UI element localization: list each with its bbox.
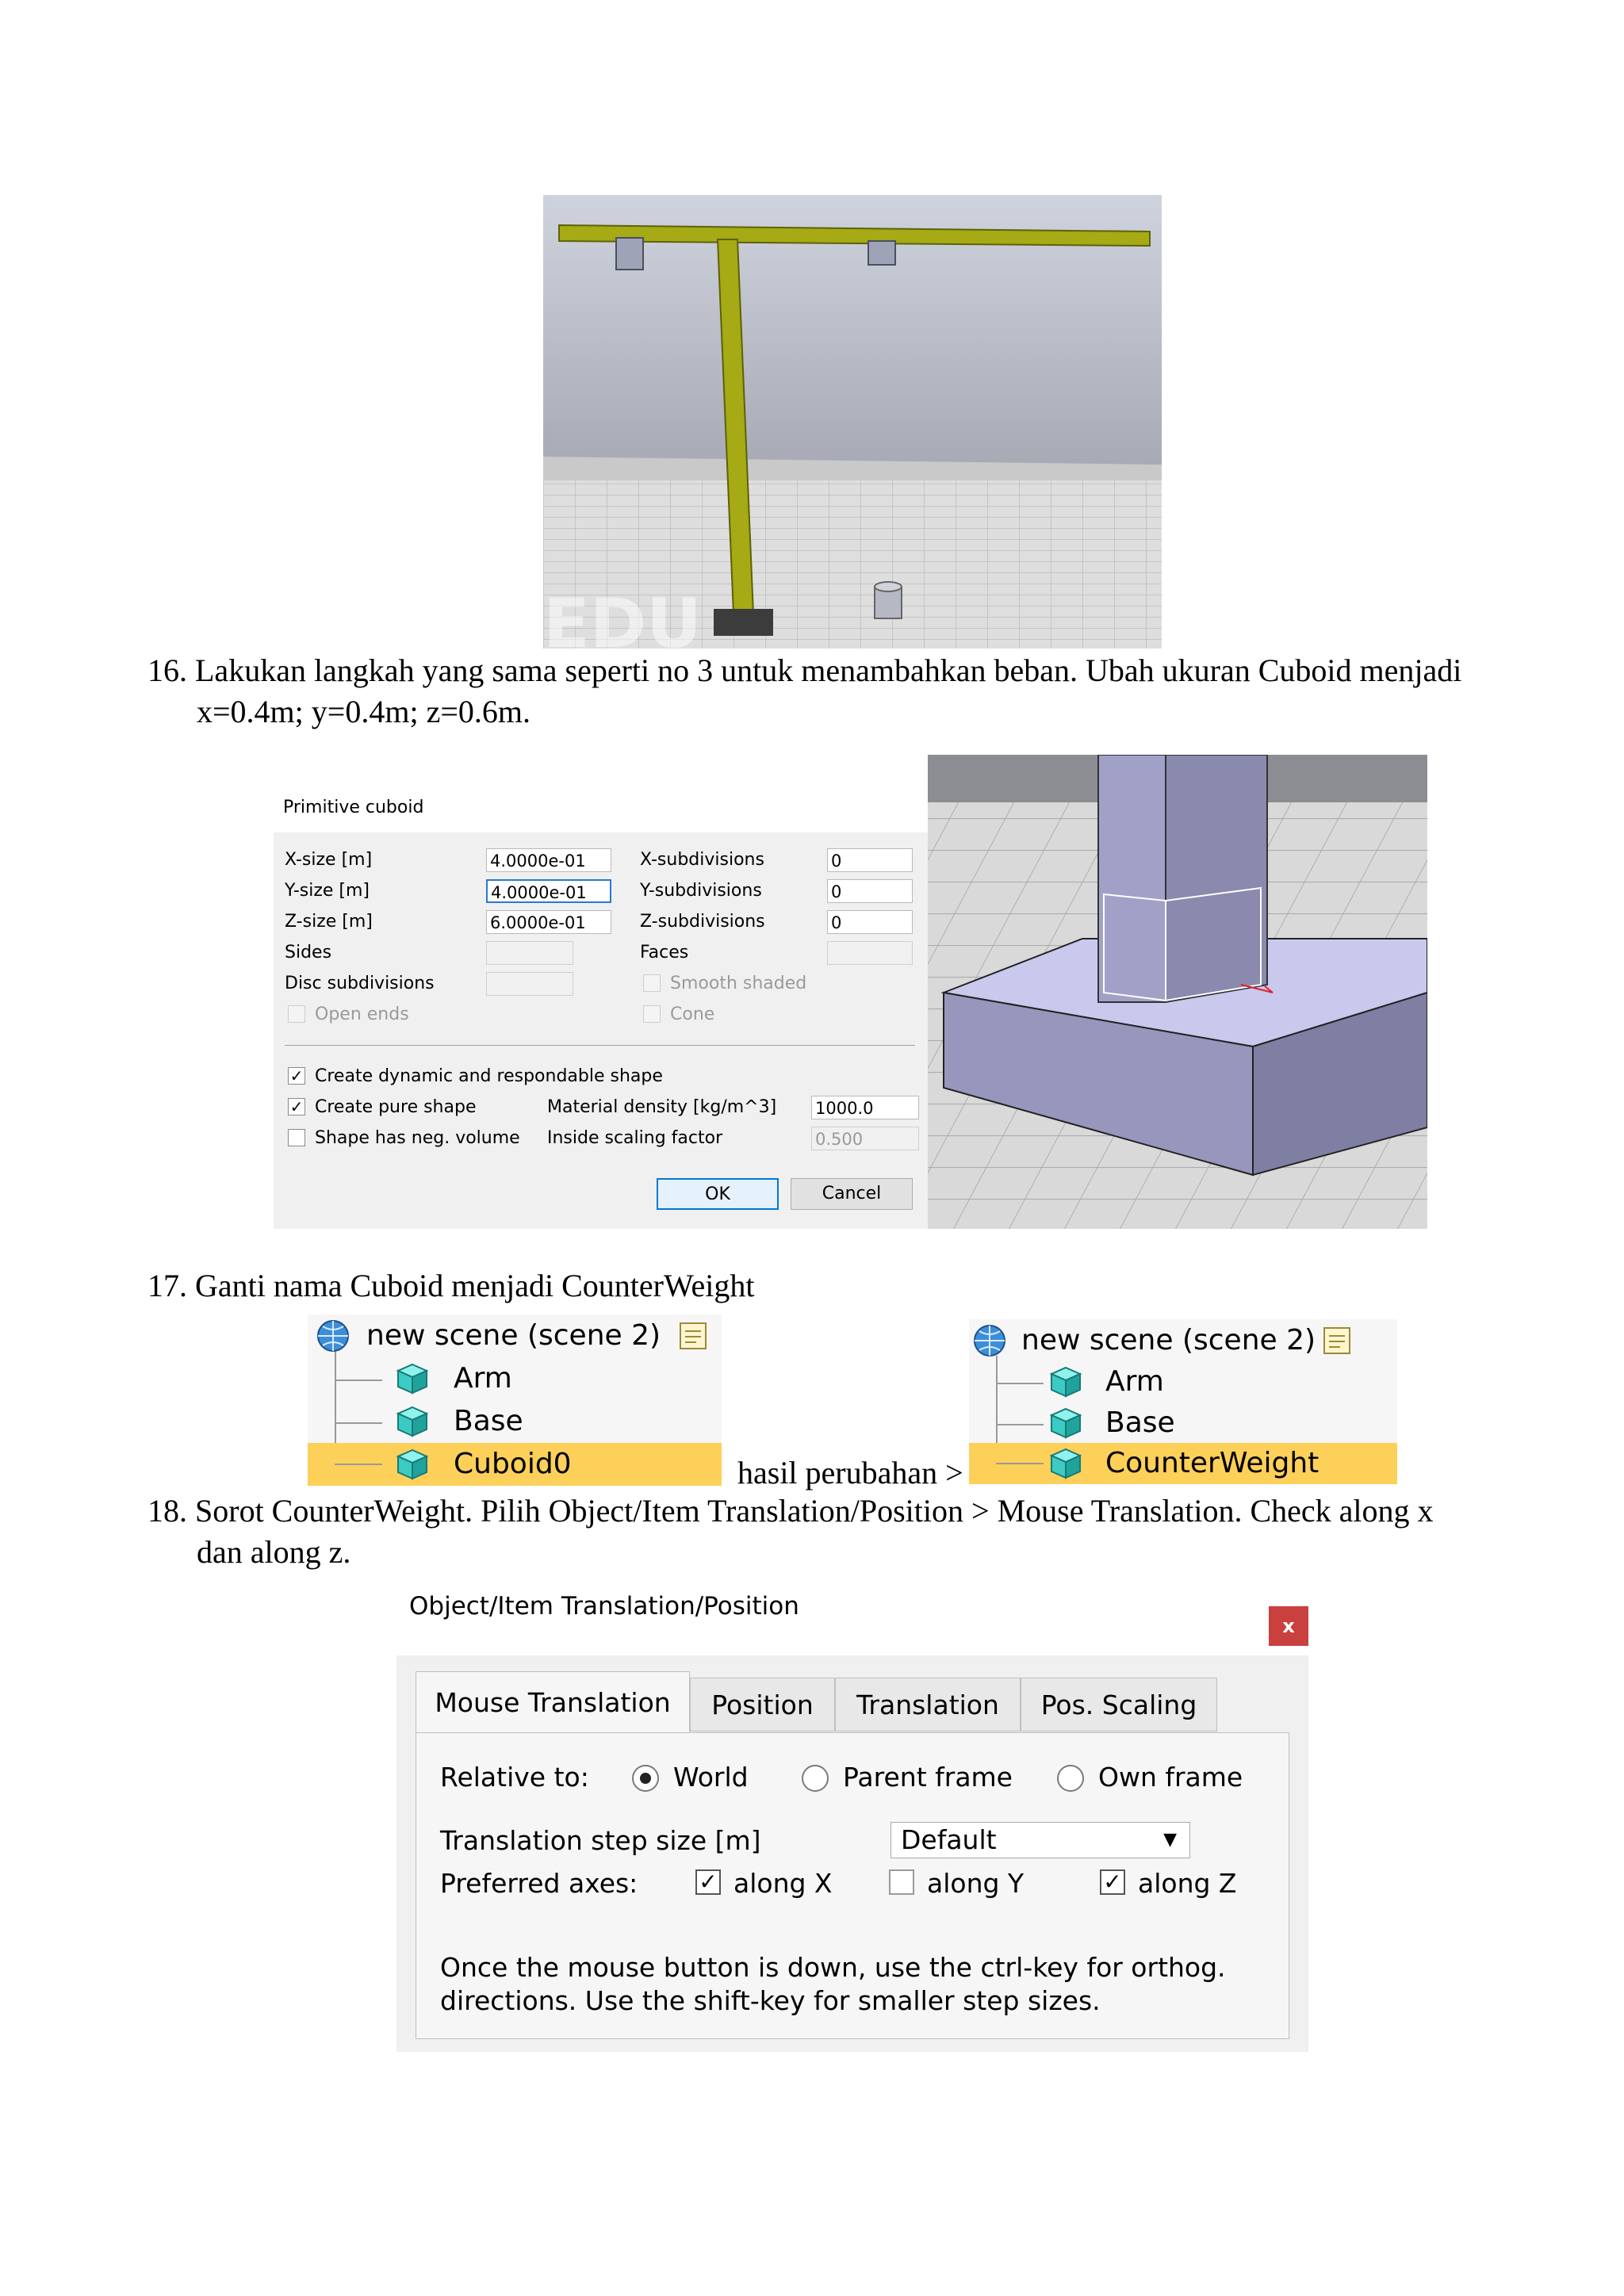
z-size-label: Z-size [m] bbox=[285, 912, 373, 932]
radio-own-frame-label: Own frame bbox=[1098, 1762, 1243, 1793]
step-size-value: Default bbox=[901, 1824, 997, 1855]
open-ends-checkbox[interactable] bbox=[288, 1005, 305, 1023]
cube-icon bbox=[395, 1447, 430, 1482]
tree-item-base[interactable] bbox=[308, 1400, 722, 1443]
y-size-field[interactable]: 4.0000e-01 bbox=[486, 879, 611, 903]
cube-icon bbox=[395, 1361, 430, 1396]
neg-volume-checkbox[interactable] bbox=[288, 1129, 305, 1146]
tree-item-label: Arm bbox=[454, 1362, 512, 1395]
cone-label: Cone bbox=[670, 1004, 715, 1024]
x-size-label: X-size [m] bbox=[285, 850, 373, 870]
faces-label: Faces bbox=[640, 943, 689, 962]
scene-1-viewport bbox=[543, 195, 1162, 649]
radio-parent-frame-label: Parent frame bbox=[843, 1762, 1013, 1793]
tree-item-arm[interactable] bbox=[308, 1357, 722, 1400]
step-17: 17. Ganti nama Cuboid menjadi CounterWeight bbox=[147, 1268, 755, 1303]
y-size-label: Y-size [m] bbox=[285, 881, 370, 901]
disc-subdivisions-field[interactable] bbox=[486, 972, 573, 996]
chevron-down-icon: ▼ bbox=[1163, 1830, 1177, 1850]
along-z-checkbox[interactable]: ✓ bbox=[1100, 1869, 1125, 1895]
watermark: EDU bbox=[543, 584, 702, 649]
tree-item-label: Base bbox=[454, 1405, 523, 1437]
cone-checkbox[interactable] bbox=[643, 1005, 661, 1023]
density-field[interactable]: 1000.0 bbox=[811, 1096, 919, 1119]
along-y-checkbox[interactable] bbox=[889, 1869, 914, 1895]
z-subdivisions-label: Z-subdivisions bbox=[640, 912, 765, 932]
tree-item-label: CounterWeight bbox=[1105, 1447, 1320, 1479]
radio-own-frame[interactable] bbox=[1057, 1765, 1084, 1792]
primitive-cuboid-dialog bbox=[274, 793, 928, 1229]
tab-mouse-translation[interactable]: Mouse Translation bbox=[416, 1671, 690, 1733]
scene-tree-after bbox=[969, 1319, 1397, 1484]
tree-item-counterweight[interactable] bbox=[969, 1443, 1397, 1484]
dialog-title: Primitive cuboid bbox=[283, 798, 424, 817]
step-size-label: Translation step size [m] bbox=[440, 1825, 761, 1856]
tree-item-arm[interactable] bbox=[969, 1360, 1397, 1403]
z-subdivisions-field[interactable]: 0 bbox=[827, 910, 913, 934]
relative-to-label: Relative to: bbox=[440, 1762, 589, 1793]
tab-translation[interactable]: Translation bbox=[835, 1678, 1021, 1732]
y-subdivisions-label: Y-subdivisions bbox=[640, 881, 762, 901]
sides-label: Sides bbox=[285, 943, 332, 962]
step-size-select[interactable] bbox=[891, 1822, 1190, 1858]
density-label: Material density [kg/m^3] bbox=[547, 1097, 777, 1117]
along-x-checkbox[interactable]: ✓ bbox=[695, 1869, 721, 1895]
radio-parent-frame[interactable] bbox=[802, 1765, 829, 1792]
scaling-factor-field[interactable]: 0.500 bbox=[811, 1127, 919, 1150]
step-16-line-1: 16. Lakukan langkah yang sama seperti no 3 untuk menambahkan beban. Ubah ukuran Cuboid menjadi bbox=[147, 652, 1462, 688]
scene-name: new scene (scene 2) bbox=[1021, 1324, 1316, 1357]
scene-2-viewport bbox=[928, 755, 1427, 1229]
close-button[interactable]: x bbox=[1269, 1606, 1308, 1646]
radio-world-label: World bbox=[673, 1762, 749, 1793]
step-18-line-1: 18. Sorot CounterWeight. Pilih Object/Item Translation/Position > Mouse Translation. Check along x bbox=[147, 1493, 1434, 1529]
tree-item-label: Arm bbox=[1105, 1365, 1164, 1398]
tree-item-label: Cuboid0 bbox=[454, 1448, 572, 1480]
scene-root[interactable] bbox=[308, 1314, 722, 1357]
sides-field[interactable] bbox=[486, 941, 573, 965]
y-subdivisions-field[interactable]: 0 bbox=[827, 879, 913, 903]
smooth-shaded-label: Smooth shaded bbox=[670, 974, 807, 993]
tree-item-label: Base bbox=[1105, 1406, 1175, 1439]
dialog-title: Object/Item Translation/Position bbox=[409, 1592, 799, 1621]
pure-shape-label: Create pure shape bbox=[315, 1097, 477, 1117]
faces-field[interactable] bbox=[827, 941, 913, 965]
disc-subdivisions-label: Disc subdivisions bbox=[285, 974, 435, 993]
along-y-label: along Y bbox=[927, 1868, 1025, 1899]
ok-button[interactable]: OK bbox=[657, 1178, 779, 1210]
tree-item-base[interactable] bbox=[969, 1402, 1397, 1445]
hint-line-1: Once the mouse button is down, use the ctrl-key for orthog. bbox=[440, 1952, 1226, 1983]
preferred-axes-label: Preferred axes: bbox=[440, 1868, 638, 1899]
cube-icon bbox=[1048, 1406, 1083, 1441]
step-16-line-2: x=0.4m; y=0.4m; z=0.6m. bbox=[197, 694, 530, 729]
cancel-button[interactable]: Cancel bbox=[791, 1178, 913, 1210]
hint-line-2: directions. Use the shift-key for smaller step sizes. bbox=[440, 1985, 1101, 2016]
radio-world[interactable] bbox=[632, 1765, 659, 1792]
x-subdivisions-label: X-subdivisions bbox=[640, 850, 764, 870]
open-ends-label: Open ends bbox=[315, 1004, 409, 1024]
script-icon[interactable] bbox=[1321, 1325, 1353, 1357]
result-caption: hasil perubahan > bbox=[737, 1455, 963, 1490]
z-size-field[interactable]: 6.0000e-01 bbox=[486, 910, 611, 934]
along-z-label: along Z bbox=[1138, 1868, 1237, 1899]
along-x-label: along X bbox=[733, 1868, 833, 1899]
script-icon[interactable] bbox=[677, 1320, 709, 1352]
globe-icon bbox=[972, 1323, 1007, 1358]
globe-icon bbox=[316, 1318, 350, 1353]
pure-shape-checkbox[interactable]: ✓ bbox=[288, 1098, 305, 1115]
cube-icon bbox=[1048, 1364, 1083, 1399]
scene-root[interactable] bbox=[969, 1319, 1397, 1362]
mouse-translation-pane bbox=[416, 1732, 1289, 2039]
tab-pos-scaling[interactable]: Pos. Scaling bbox=[1021, 1678, 1217, 1732]
neg-volume-label: Shape has neg. volume bbox=[315, 1128, 520, 1148]
dynamic-shape-checkbox[interactable]: ✓ bbox=[288, 1067, 305, 1085]
scaling-factor-label: Inside scaling factor bbox=[547, 1128, 723, 1148]
step-18-line-2: dan along z. bbox=[197, 1534, 351, 1570]
scene-tree-before bbox=[308, 1314, 722, 1484]
x-subdivisions-field[interactable]: 0 bbox=[827, 848, 913, 872]
tab-position[interactable]: Position bbox=[690, 1678, 835, 1732]
x-size-field[interactable]: 4.0000e-01 bbox=[486, 848, 611, 872]
translation-dialog bbox=[396, 1584, 1308, 2052]
tree-item-cuboid0[interactable] bbox=[308, 1443, 722, 1486]
cube-icon bbox=[395, 1404, 430, 1439]
smooth-shaded-checkbox[interactable] bbox=[643, 974, 661, 992]
cube-icon bbox=[1048, 1446, 1083, 1481]
scene-name: new scene (scene 2) bbox=[366, 1319, 661, 1352]
dynamic-shape-label: Create dynamic and respondable shape bbox=[315, 1066, 663, 1086]
